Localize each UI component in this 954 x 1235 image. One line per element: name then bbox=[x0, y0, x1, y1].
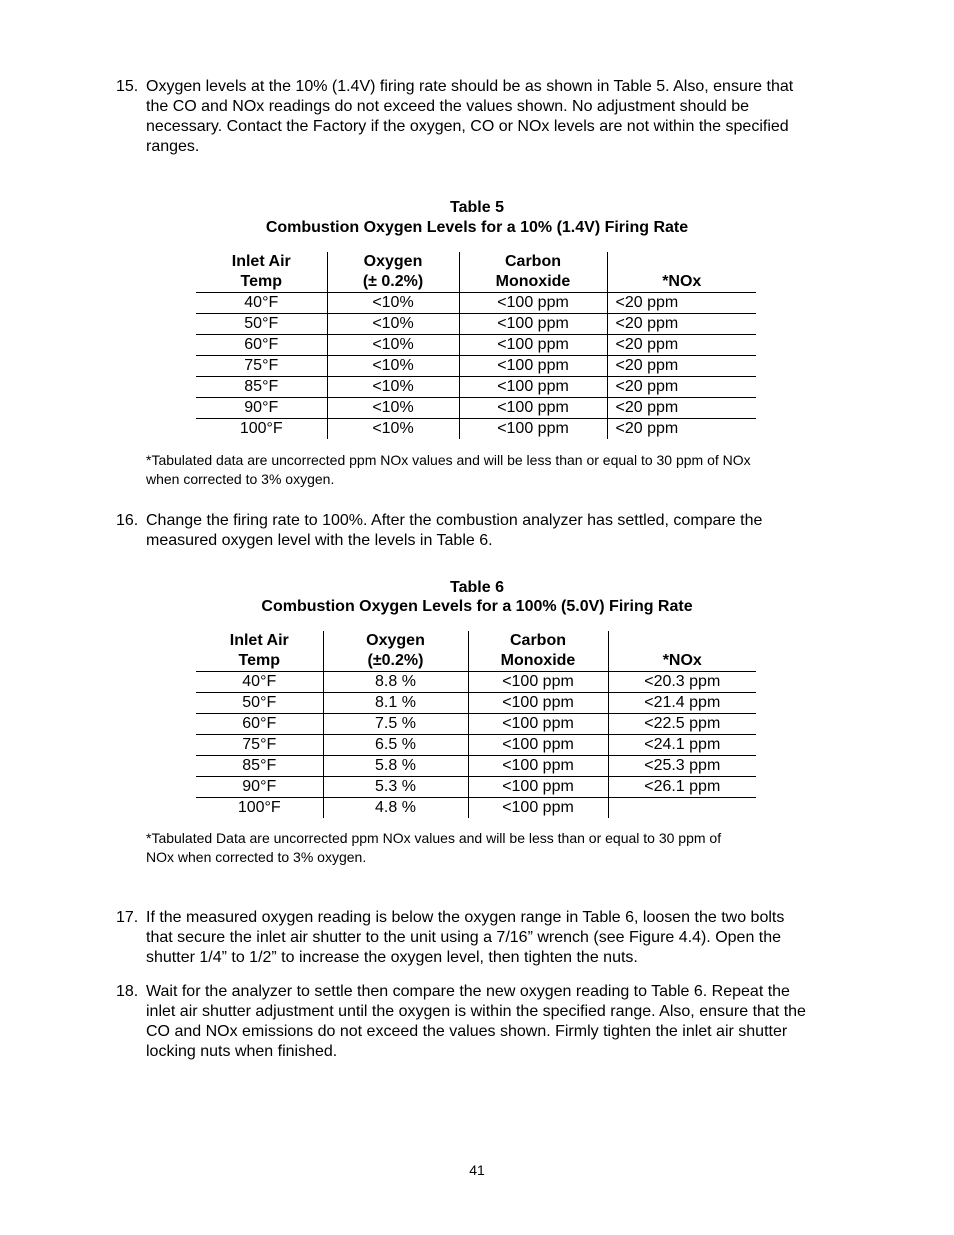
header-inlet-air-temp: Inlet Air Temp bbox=[196, 631, 323, 672]
cell-co: <100 ppm bbox=[468, 798, 608, 819]
table-row bbox=[196, 314, 756, 335]
cell-co: <100 ppm bbox=[468, 777, 608, 798]
step-text: If the measured oxygen reading is below the oxygen range in Table 6, loosen the two bolts that secure the inlet air shutter to the unit using a 7/16” wrench (see Figure 4.4). Open the shutter 1/4” to 1/2” to increase the oxygen level, then tighten the nuts. bbox=[146, 909, 785, 966]
step-number: 16. bbox=[116, 512, 139, 529]
cell-oxygen: 6.5 % bbox=[323, 735, 468, 756]
cell-nox: <20 ppm bbox=[607, 356, 756, 377]
table-row bbox=[196, 672, 756, 693]
table-6-title: Combustion Oxygen Levels for a 100% (5.0V) Firing Rate bbox=[261, 598, 693, 615]
cell-oxygen: <10% bbox=[327, 314, 459, 335]
table-5-label: Table 5 bbox=[450, 199, 504, 216]
cell-oxygen: 8.8 % bbox=[323, 672, 468, 693]
cell-oxygen: 7.5 % bbox=[323, 714, 468, 735]
table-row bbox=[196, 777, 756, 798]
table-row bbox=[196, 398, 756, 419]
cell-co: <100 ppm bbox=[459, 314, 607, 335]
cell-oxygen: <10% bbox=[327, 377, 459, 398]
table-row bbox=[196, 756, 756, 777]
cell-oxygen: <10% bbox=[327, 356, 459, 377]
cell-oxygen: 8.1 % bbox=[323, 693, 468, 714]
cell-co: <100 ppm bbox=[468, 756, 608, 777]
cell-co: <100 ppm bbox=[468, 735, 608, 756]
cell-co: <100 ppm bbox=[459, 293, 607, 314]
table-row bbox=[196, 714, 756, 735]
cell-temp: 50°F bbox=[196, 314, 327, 335]
header-nox: *NOx bbox=[608, 631, 756, 672]
table-5-footnote: *Tabulated data are uncorrected ppm NOx values and will be less than or equal to 30 ppm of NOx when corrected to 3% oxygen. bbox=[146, 452, 751, 487]
step-text: Change the firing rate to 100%. After the combustion analyzer has settled, compare the measured oxygen level with the levels in Table 6. bbox=[146, 512, 763, 549]
table-6-label: Table 6 bbox=[450, 579, 504, 596]
step-text: Wait for the analyzer to settle then compare the new oxygen reading to Table 6. Repeat the inlet air shutter adjustment until the oxygen is within the specified range. Also, ensure that the CO and NOx emissions do not exceed the values shown. Firmly tighten the inlet air shutter locking nuts when finished. bbox=[146, 983, 806, 1060]
table-header-row bbox=[196, 252, 756, 293]
cell-temp: 100°F bbox=[196, 419, 327, 440]
cell-temp: 90°F bbox=[196, 777, 323, 798]
cell-temp: 85°F bbox=[196, 377, 327, 398]
table-row bbox=[196, 377, 756, 398]
cell-nox: <25.3 ppm bbox=[608, 756, 756, 777]
cell-co: <100 ppm bbox=[459, 377, 607, 398]
table-row bbox=[196, 335, 756, 356]
cell-temp: 85°F bbox=[196, 756, 323, 777]
cell-nox: <20.3 ppm bbox=[608, 672, 756, 693]
table-header-row bbox=[196, 631, 756, 672]
table-6 bbox=[196, 631, 756, 818]
cell-oxygen: <10% bbox=[327, 293, 459, 314]
table-5-title: Combustion Oxygen Levels for a 10% (1.4V) Firing Rate bbox=[265, 219, 689, 236]
cell-nox: <20 ppm bbox=[607, 377, 756, 398]
cell-nox: <20 ppm bbox=[607, 398, 756, 419]
table-row bbox=[196, 293, 756, 314]
table-row bbox=[196, 356, 756, 377]
cell-nox bbox=[608, 798, 756, 819]
cell-co: <100 ppm bbox=[468, 714, 608, 735]
cell-temp: 75°F bbox=[196, 356, 327, 377]
cell-nox: <20 ppm bbox=[607, 293, 756, 314]
cell-temp: 50°F bbox=[196, 693, 323, 714]
cell-nox: <24.1 ppm bbox=[608, 735, 756, 756]
header-nox: *NOx bbox=[607, 252, 756, 293]
cell-temp: 60°F bbox=[196, 335, 327, 356]
cell-nox: <20 ppm bbox=[607, 314, 756, 335]
cell-co: <100 ppm bbox=[459, 398, 607, 419]
cell-oxygen: <10% bbox=[327, 398, 459, 419]
cell-oxygen: 5.8 % bbox=[323, 756, 468, 777]
cell-co: <100 ppm bbox=[459, 356, 607, 377]
table-row bbox=[196, 693, 756, 714]
header-inlet-air-temp: Inlet Air Temp bbox=[196, 252, 327, 293]
table-5 bbox=[196, 252, 756, 439]
table-row bbox=[196, 735, 756, 756]
header-oxygen: Oxygen (±0.2%) bbox=[323, 631, 468, 672]
page-number: 41 bbox=[469, 1162, 485, 1178]
cell-oxygen: <10% bbox=[327, 419, 459, 440]
cell-co: <100 ppm bbox=[468, 672, 608, 693]
cell-nox: <22.5 ppm bbox=[608, 714, 756, 735]
header-carbon-monoxide: Carbon Monoxide bbox=[459, 252, 607, 293]
cell-temp: 75°F bbox=[196, 735, 323, 756]
table-row bbox=[196, 798, 756, 819]
cell-temp: 90°F bbox=[196, 398, 327, 419]
cell-temp: 40°F bbox=[196, 293, 327, 314]
header-oxygen: Oxygen (± 0.2%) bbox=[327, 252, 459, 293]
table-6-footnote: *Tabulated Data are uncorrected ppm NOx values and will be less than or equal to 30 ppm of NOx when corrected to 3% oxygen. bbox=[146, 830, 722, 865]
cell-nox: <20 ppm bbox=[607, 335, 756, 356]
cell-temp: 60°F bbox=[196, 714, 323, 735]
cell-co: <100 ppm bbox=[459, 419, 607, 440]
cell-nox: <20 ppm bbox=[615, 420, 679, 437]
cell-temp: 100°F bbox=[196, 798, 323, 819]
cell-oxygen: 4.8 % bbox=[323, 798, 468, 819]
cell-oxygen: <10% bbox=[327, 335, 459, 356]
step-text: Oxygen levels at the 10% (1.4V) firing rate should be as shown in Table 5. Also, ensure that the CO and NOx readings do not exceed the values shown. No adjustment should be necessary. Contact the Factory if the oxygen, CO or NOx levels are not within the specified ranges. bbox=[146, 78, 794, 155]
cell-temp: 40°F bbox=[196, 672, 323, 693]
step-number: 15. bbox=[116, 78, 139, 95]
step-number: 18. bbox=[116, 983, 139, 1000]
step-number: 17. bbox=[116, 909, 139, 926]
header-carbon-monoxide: Carbon Monoxide bbox=[468, 631, 608, 672]
table-row bbox=[196, 419, 756, 440]
cell-co: <100 ppm bbox=[459, 335, 607, 356]
cell-nox: <26.1 ppm bbox=[608, 777, 756, 798]
cell-co: <100 ppm bbox=[468, 693, 608, 714]
cell-oxygen: 5.3 % bbox=[323, 777, 468, 798]
cell-nox: <21.4 ppm bbox=[608, 693, 756, 714]
